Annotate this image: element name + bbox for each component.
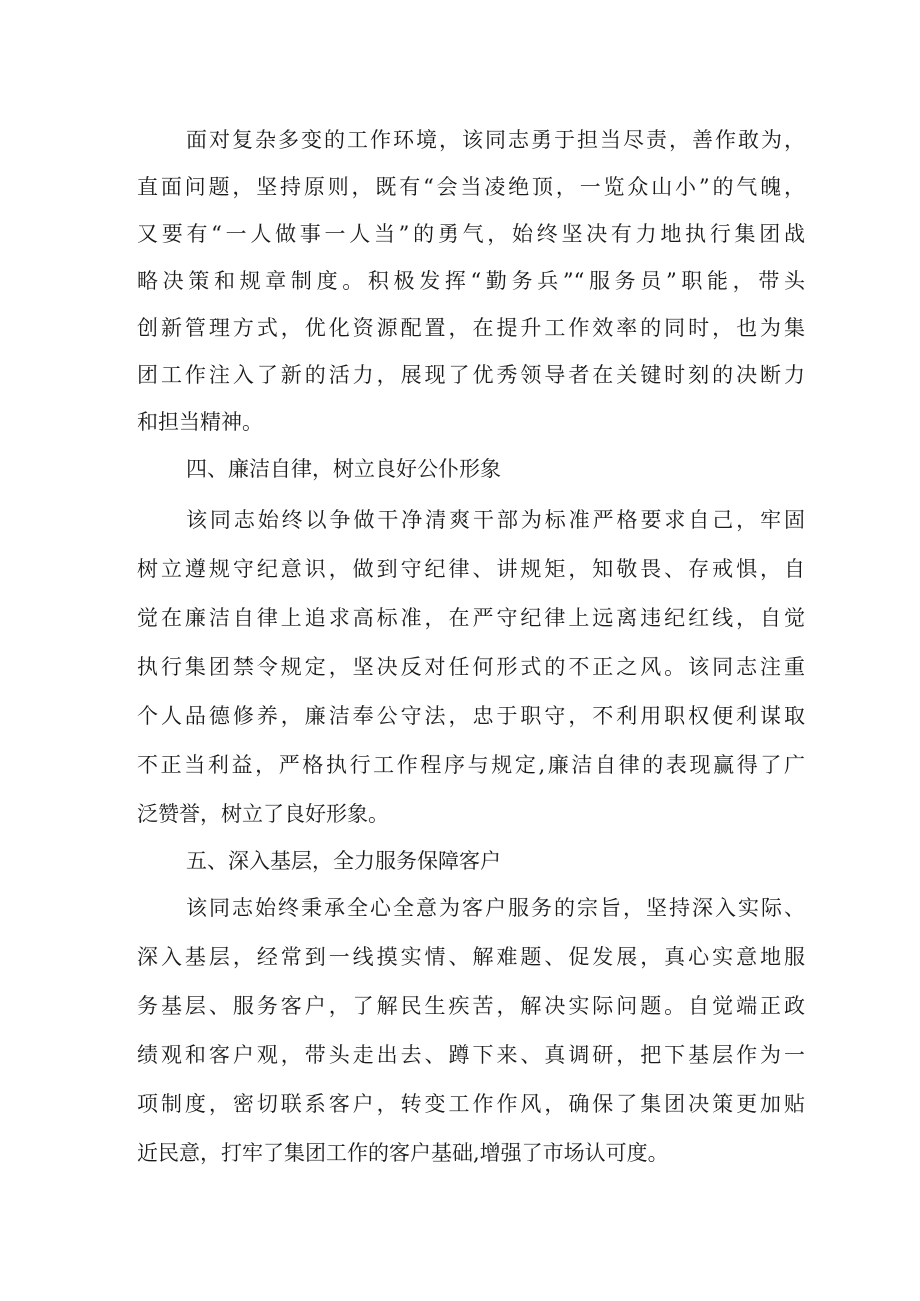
paragraph-line: 又要有“一人做事一人当”的勇气，始终坚决有力地执行集团战 — [137, 222, 805, 246]
paragraph-line: 该同志始终以争做干净清爽干部为标准严格要求自己，牢固 — [186, 508, 805, 532]
paragraph-line: 个人品德修养，廉洁奉公守法，忠于职守，不利用职权便利谋取 — [137, 704, 805, 728]
section-heading: 五、深入基层，全力服务保障客户 — [186, 849, 501, 873]
paragraph-line: 和担当精神。 — [137, 410, 263, 434]
paragraph-line: 觉在廉洁自律上追求高标准，在严守纪律上远离违纪红线，自觉 — [137, 606, 805, 630]
paragraph-line: 绩观和客户观，带头走出去、蹲下来、真调研，把下基层作为一 — [137, 1043, 805, 1067]
paragraph-line: 略决策和规章制度。积极发挥“勤务兵”“服务员”职能，带头 — [137, 269, 805, 293]
paragraph-line: 泛赞誉，树立了良好形象。 — [137, 802, 389, 826]
paragraph-line: 面对复杂多变的工作环境，该同志勇于担当尽责，善作敢为， — [186, 128, 805, 152]
paragraph-line: 树立遵规守纪意识，做到守纪律、讲规矩，知敬畏、存戒惧，自 — [137, 557, 805, 581]
paragraph-line: 直面问题，坚持原则，既有“会当凌绝顶，一览众山小”的气魄， — [137, 175, 805, 199]
paragraph-line: 创新管理方式，优化资源配置，在提升工作效率的同时，也为集 — [137, 316, 805, 340]
paragraph-line: 深入基层，经常到一线摸实情、解难题、促发展，真心实意地服 — [137, 945, 805, 969]
paragraph-line: 该同志始终秉承全心全意为客户服务的宗旨，坚持深入实际、 — [186, 896, 805, 920]
section-heading: 四、廉洁自律，树立良好公仆形象 — [186, 457, 501, 481]
paragraph-line: 项制度，密切联系客户，转变工作作风，确保了集团决策更加贴 — [137, 1092, 805, 1116]
paragraph-line: 执行集团禁令规定，坚决反对任何形式的不正之风。该同志注重 — [137, 655, 805, 679]
paragraph-line: 近民意，打牢了集团工作的客户基础,增强了市场认可度。 — [137, 1141, 669, 1165]
paragraph-line: 不正当利益，严格执行工作程序与规定,廉洁自律的表现赢得了广 — [137, 753, 805, 777]
paragraph-line: 务基层、服务客户，了解民生疾苦，解决实际问题。自觉端正政 — [137, 994, 805, 1018]
paragraph-line: 团工作注入了新的活力，展现了优秀领导者在关键时刻的决断力 — [137, 363, 805, 387]
